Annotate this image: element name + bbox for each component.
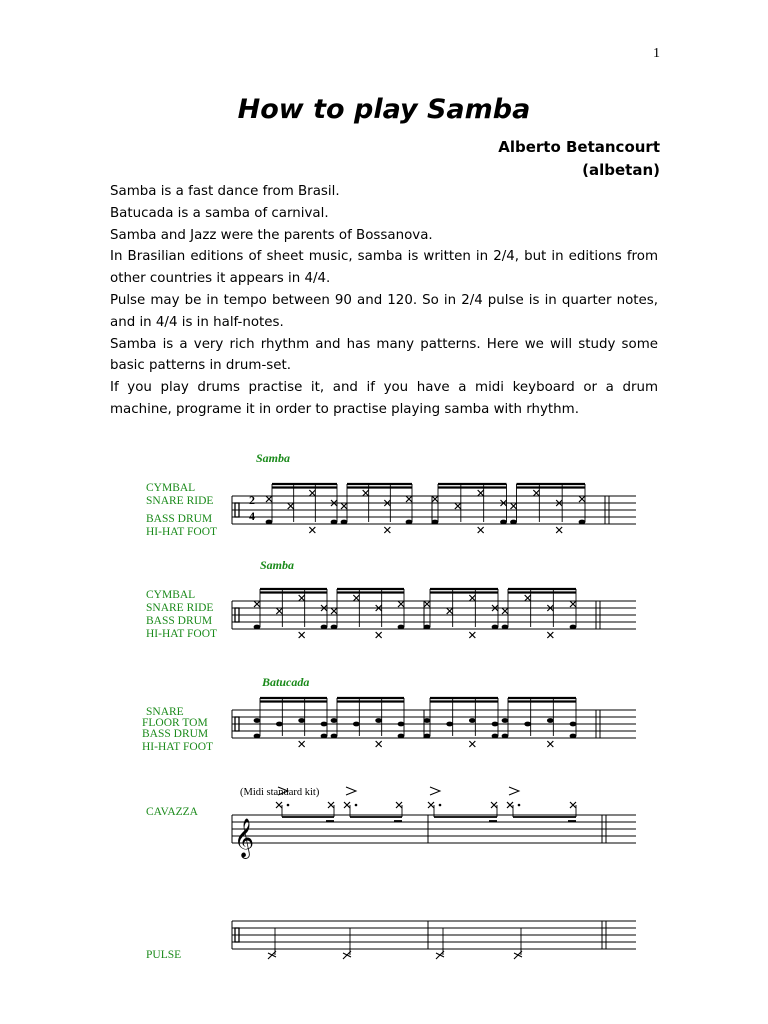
cymbal-notehead <box>579 496 585 502</box>
hihat-notehead <box>469 741 475 747</box>
bass-drum-notehead <box>432 520 439 525</box>
notehead <box>375 718 382 723</box>
paragraph: Samba is a fast dance from Brasil. <box>110 184 340 199</box>
staff <box>232 484 636 533</box>
bass-drum-notehead <box>331 625 338 630</box>
notehead <box>328 802 334 808</box>
score-system-samba-1 <box>146 451 636 538</box>
time-signature-bottom: 4 <box>249 509 255 523</box>
instrument-label: PULSE <box>146 949 182 961</box>
bass-drum-notehead <box>510 520 517 525</box>
bass-drum-notehead <box>341 520 348 525</box>
score-system-cavazza <box>146 787 636 859</box>
bass-drum-notehead <box>424 625 431 630</box>
notehead <box>276 802 282 808</box>
instrument-label: CYMBAL <box>146 482 196 494</box>
instrument-label: HI-HAT FOOT <box>146 628 218 640</box>
notehead <box>507 802 513 808</box>
notehead <box>298 718 305 723</box>
dot <box>439 804 442 807</box>
notehead <box>428 802 434 808</box>
system-heading: Samba <box>256 451 291 465</box>
notehead <box>524 722 531 727</box>
accent-mark <box>430 787 440 795</box>
hihat-notehead <box>469 632 475 638</box>
paragraph: Samba and Jazz were the parents of Bossanova. <box>110 227 433 243</box>
author-nickname: (albetan) <box>582 161 660 179</box>
paragraph: Samba is a very rich rhythm and has many patterns. Here we will study some basic patterns in drum-set. <box>110 336 658 374</box>
cymbal-notehead <box>331 608 337 614</box>
bass-drum-notehead <box>570 625 577 630</box>
dot <box>287 804 290 807</box>
instrument-label: CYMBAL <box>146 589 196 601</box>
notehead <box>547 718 554 723</box>
bass-drum-notehead <box>570 734 577 739</box>
notehead <box>491 802 497 808</box>
bass-drum-notehead <box>398 734 405 739</box>
instrument-label: BASS DRUM <box>142 728 209 740</box>
notehead <box>331 718 338 723</box>
score-system-batucada <box>142 675 636 753</box>
page-number: 1 <box>653 46 660 61</box>
notehead <box>424 718 431 723</box>
instrument-label: SNARE RIDE <box>146 495 214 507</box>
treble-clef: 𝄞 <box>234 820 255 857</box>
instrument-label: CAVAZZA <box>146 806 198 818</box>
notehead <box>492 722 499 727</box>
hihat-notehead <box>309 527 315 533</box>
cymbal-notehead <box>455 503 461 509</box>
cymbal-notehead <box>398 601 404 607</box>
bass-drum-notehead <box>398 625 405 630</box>
cymbal-notehead <box>447 608 453 614</box>
hihat-notehead <box>547 741 553 747</box>
cymbal-notehead <box>266 496 272 502</box>
accent-mark <box>509 787 519 795</box>
dot <box>355 804 358 807</box>
bass-drum-notehead <box>424 734 431 739</box>
instrument-label: SNARE <box>146 706 184 718</box>
hihat-notehead <box>384 527 390 533</box>
cymbal-notehead <box>533 490 539 496</box>
hihat-notehead <box>376 741 382 747</box>
cymbal-notehead <box>276 608 282 614</box>
notehead <box>570 802 576 808</box>
hihat-notehead <box>556 527 562 533</box>
cymbal-notehead <box>570 601 576 607</box>
cymbal-notehead <box>341 503 347 509</box>
cymbal-notehead <box>254 601 260 607</box>
bass-drum-notehead <box>321 625 328 630</box>
system-heading: (Midi standard kit) <box>240 787 320 798</box>
bass-drum-notehead <box>266 520 273 525</box>
paragraph: Pulse may be in tempo between 90 and 120. So in 2/4 pulse is in quarter notes, and in 4/4 is in half-notes. <box>110 292 658 330</box>
hihat-notehead <box>547 632 553 638</box>
accent-mark <box>346 787 356 795</box>
document-title: How to play Samba <box>237 94 531 125</box>
instrument-label: HI-HAT FOOT <box>146 526 218 538</box>
hihat-notehead <box>478 527 484 533</box>
bass-drum-notehead <box>502 734 509 739</box>
instrument-label: FLOOR TOM <box>142 717 208 729</box>
bass-drum-notehead <box>321 734 328 739</box>
notehead <box>276 722 283 727</box>
hihat-notehead <box>376 632 382 638</box>
instrument-label: SNARE RIDE <box>146 602 214 614</box>
author-name: Alberto Betancourt <box>498 138 660 156</box>
bass-drum-notehead <box>492 625 499 630</box>
notehead <box>570 722 577 727</box>
notehead <box>353 722 360 727</box>
dot <box>518 804 521 807</box>
notehead <box>396 802 402 808</box>
staff <box>232 589 636 638</box>
bass-drum-notehead <box>406 520 413 525</box>
paragraph: Batucada is a samba of carnival. <box>110 205 329 221</box>
notehead <box>446 722 453 727</box>
bass-drum-notehead <box>254 625 261 630</box>
bass-drum-notehead <box>331 520 338 525</box>
cymbal-notehead <box>432 496 438 502</box>
bass-drum-notehead <box>579 520 586 525</box>
hihat-notehead <box>299 632 305 638</box>
notehead <box>469 718 476 723</box>
instrument-label: BASS DRUM <box>146 615 213 627</box>
system-heading: Samba <box>260 558 295 572</box>
cymbal-notehead <box>525 595 531 601</box>
staff <box>232 698 636 747</box>
notehead <box>254 718 261 723</box>
notehead <box>502 718 509 723</box>
notehead <box>398 722 405 727</box>
hihat-notehead <box>299 741 305 747</box>
cymbal-notehead <box>478 490 484 496</box>
score-system-samba-2 <box>146 558 636 640</box>
cymbal-notehead <box>299 595 305 601</box>
bass-drum-notehead <box>502 625 509 630</box>
system-heading: Batucada <box>262 675 310 689</box>
cymbal-notehead <box>288 503 294 509</box>
instrument-label: BASS DRUM <box>146 513 213 525</box>
instrument-label: HI-HAT FOOT <box>142 741 214 753</box>
bass-drum-notehead <box>492 734 499 739</box>
cymbal-notehead <box>363 490 369 496</box>
cymbal-notehead <box>424 601 430 607</box>
cymbal-notehead <box>406 496 412 502</box>
paragraph: If you play drums practise it, and if you have a midi keyboard or a drum machine, programe it in order to practise playing samba with rhythm. <box>110 380 658 417</box>
cymbal-notehead <box>502 608 508 614</box>
notehead <box>344 802 350 808</box>
staff <box>232 921 636 959</box>
paragraph: In Brasilian editions of sheet music, samba is written in 2/4, but in editions from other countries it appears in 4/4. <box>110 249 658 287</box>
cymbal-notehead <box>469 595 475 601</box>
score-system-pulse <box>146 921 636 961</box>
cymbal-notehead <box>353 595 359 601</box>
time-signature-top: 2 <box>249 493 255 507</box>
cymbal-notehead <box>309 490 315 496</box>
bass-drum-notehead <box>500 520 507 525</box>
bass-drum-notehead <box>331 734 338 739</box>
notehead <box>321 722 328 727</box>
cymbal-notehead <box>511 503 517 509</box>
bass-drum-notehead <box>254 734 261 739</box>
